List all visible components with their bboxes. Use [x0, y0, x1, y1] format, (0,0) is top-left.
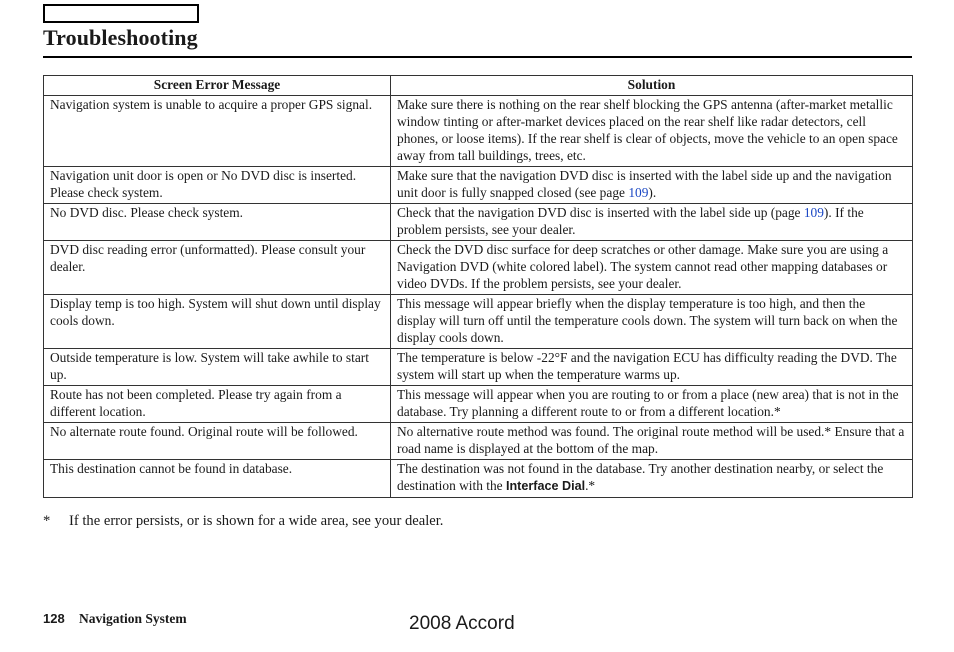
error-message-cell: No DVD disc. Please check system. [44, 204, 391, 241]
solution-cell: Make sure there is nothing on the rear shelf blocking the GPS antenna (after-market metallic window tinting or after-market devices placed on the rear shelf like radar detectors, cell phones, or loose items). If the rear shelf is clear of objects, move the vehicle to an open space away from tall buildings, trees, etc. [391, 96, 913, 167]
table-row [44, 204, 913, 241]
page-number: 128 [43, 611, 65, 626]
error-message-cell: Navigation system is unable to acquire a proper GPS signal. [44, 96, 391, 167]
error-message-table [43, 75, 913, 498]
table-row [44, 241, 913, 295]
solution-cell: No alternative route method was found. The original route method will be used.* Ensure that a road name is displayed at the bottom of the map. [391, 423, 913, 460]
table-row [44, 96, 913, 167]
solution-cell [391, 204, 913, 241]
error-message-cell: DVD disc reading error (unformatted). Please consult your dealer. [44, 241, 391, 295]
error-message-cell: Outside temperature is low. System will take awhile to start up. [44, 349, 391, 386]
error-message-cell: Route has not been completed. Please try again from a different location. [44, 386, 391, 423]
solution-cell: This message will appear briefly when the display temperature is too high, and then the display will turn off until the temperature cools down. The system will turn back on when the display cools down. [391, 295, 913, 349]
table-row [44, 460, 913, 498]
footnote-marker: * [43, 513, 51, 529]
solution-text: ). If the problem persists, see your dealer. [397, 205, 864, 237]
solution-cell: The temperature is below -22°F and the navigation ECU has difficulty reading the DVD. The system will start up when the temperature warms up. [391, 349, 913, 386]
table-row [44, 167, 913, 204]
section-name: Navigation System [79, 611, 187, 626]
table-row [44, 349, 913, 386]
header-tab-box [43, 4, 199, 23]
table-header-row [44, 76, 913, 96]
page-title: Troubleshooting [43, 25, 198, 50]
solution-text: ). [648, 185, 657, 200]
footnote-text: If the error persists, or is shown for a wide area, see your dealer. [69, 513, 444, 529]
error-message-cell: This destination cannot be found in database. [44, 460, 391, 498]
page-link[interactable]: 109 [803, 205, 824, 220]
solution-cell [391, 460, 913, 498]
solution-text: Check that the navigation DVD disc is inserted with the label side up (page [397, 205, 804, 220]
interface-dial-label: Interface Dial [505, 479, 586, 493]
column-header-solution: Solution [391, 76, 913, 96]
error-message-cell: Navigation unit door is open or No DVD disc is inserted. Please check system. [44, 167, 391, 204]
solution-text: .* [585, 478, 596, 493]
solution-text: The destination was not found in the database. Try another destination nearby, or select the destination with the [397, 461, 884, 493]
table-row [44, 295, 913, 349]
solution-cell: This message will appear when you are routing to or from a place (new area) that is not in the database. Try planning a different route to or from a different location.* [391, 386, 913, 423]
title-rule [43, 56, 912, 58]
solution-text: Make sure that the navigation DVD disc is inserted with the label side up and the navigation unit door is fully snapped closed (see page [397, 168, 892, 200]
table-row [44, 386, 913, 423]
error-message-cell: Display temp is too high. System will shut down until display cools down. [44, 295, 391, 349]
page-link[interactable]: 109 [628, 185, 649, 200]
vehicle-model: 2008 Accord [409, 613, 515, 634]
table-row [44, 423, 913, 460]
solution-cell [391, 167, 913, 204]
footnote [43, 513, 443, 530]
solution-cell: Check the DVD disc surface for deep scratches or other damage. Make sure you are using a Navigation DVD (white colored label). The system cannot read other mapping databases or video DVDs. If the problem persists, see your dealer. [391, 241, 913, 295]
error-message-cell: No alternate route found. Original route will be followed. [44, 423, 391, 460]
column-header-message: Screen Error Message [44, 76, 391, 96]
